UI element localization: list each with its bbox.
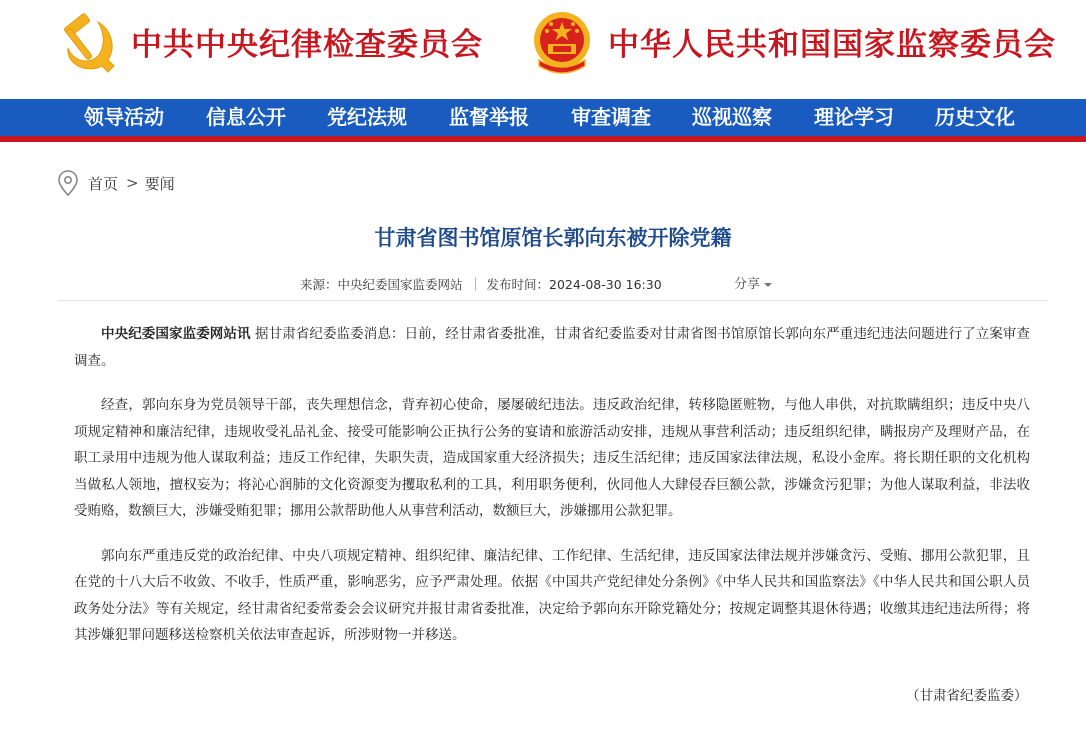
- article-body: [74, 321, 1030, 667]
- share-button[interactable]: [734, 273, 772, 292]
- breadcrumb-separator: >: [126, 174, 139, 192]
- breadcrumb-home[interactable]: 首页: [88, 174, 119, 193]
- article-title: 甘肃省图书馆原馆长郭向东被开除党籍: [374, 226, 732, 250]
- article-source: 来源：中央纪委国家监委网站: [300, 277, 463, 292]
- national-emblem: [531, 10, 593, 76]
- meta-separator: [58, 300, 1048, 301]
- paragraph-findings: 经查，郭向东身为党员领导干部，丧失理想信念，背弃初心使命，屡屡破纪违法。违反政治纪律，转移隐匿赃物，与他人串供，对抗欺瞒组织；违反中央八项规定精神和廉洁纪律，违规收受礼品礼金、接受可能影响公正执行公务的宴请和旅游活动安排，违规从事营利活动；违反组织纪律，瞒报房产及理财产品，在职工录用中违规为他人谋取利益；违反工作纪律，失职失责，造成国家重大经济损失；违反生活纪律；违反国家法律法规，私设小金库。将长期任职的文化机构当做私人领地，擅权妄为；将沁心润肺的文化资源变为攫取私利的工具，利用职务便利，伙同他人大肆侵吞巨额公款，涉嫌贪污犯罪；为他人谋取利益，非法收受贿赂，数额巨大，涉嫌受贿犯罪；挪用公款帮助他人从事营利活动，数额巨大，涉嫌挪用公款犯罪。: [74, 397, 1030, 519]
- paragraph-decision: 郭向东严重违反党的政治纪律、中央八项规定精神、组织纪律、廉洁纪律、工作纪律、生活纪律，违反国家法律法规并涉嫌贪污、受贿、挪用公款犯罪，且在党的十八大后不收敛、不收手，性质严重，影响恶劣，应予严肃处理。依据《中国共产党纪律处分条例》《中华人民共和国监察法》《中华人民共和国公职人员政务处分法》等有关规定，经甘肃省纪委常委会会议研究并报甘肃省委批准，决定给予郭向东开除党籍处分；按规定调整其退休待遇；收缴其违纪违法所得；将其涉嫌犯罪问题移送检察机关依法审查起诉，所涉财物一并移送。: [74, 547, 1030, 643]
- chevron-down-icon: [764, 283, 772, 287]
- nav-item-investigation[interactable]: 审查调查: [571, 105, 651, 129]
- article-signature: （甘肃省纪委监委）: [906, 688, 1028, 704]
- meta-divider: [475, 277, 476, 291]
- site-header: [0, 0, 1086, 99]
- location-pin-icon: [58, 170, 78, 196]
- share-label: 分享: [734, 277, 761, 292]
- nav-item-report[interactable]: 监督举报: [449, 105, 529, 129]
- nav-divider: [0, 136, 1086, 142]
- ccdi-title[interactable]: 中共中央纪律检查委员会: [131, 27, 483, 63]
- breadcrumb: [58, 170, 175, 196]
- nav-item-history[interactable]: 历史文化: [935, 105, 1015, 129]
- paragraph-lead: [74, 321, 1030, 374]
- nav-item-leadership[interactable]: 领导活动: [84, 105, 164, 129]
- article-published: 发布时间：2024-08-30 16:30: [486, 277, 662, 292]
- nav-item-regulations[interactable]: 党纪法规: [327, 105, 407, 129]
- nav-item-inspection[interactable]: 巡视巡察: [692, 105, 772, 129]
- nav-item-info-disclosure[interactable]: 信息公开: [206, 105, 286, 129]
- main-nav: [0, 99, 1086, 136]
- article-meta: [300, 275, 662, 293]
- nsc-title[interactable]: 中华人民共和国国家监察委员会: [608, 27, 1056, 63]
- lead-text: 据甘肃省纪委监委消息：日前，经甘肃省委批准，甘肃省纪委监委对甘肃省图书馆原馆长郭向东严重违纪违法问题进行了立案审查调查。: [74, 326, 1031, 369]
- hammer-sickle-emblem: [58, 12, 120, 74]
- nav-item-theory[interactable]: 理论学习: [814, 105, 894, 129]
- lead-bold: 中央纪委国家监委网站讯: [101, 326, 251, 342]
- breadcrumb-current[interactable]: 要闻: [144, 174, 175, 193]
